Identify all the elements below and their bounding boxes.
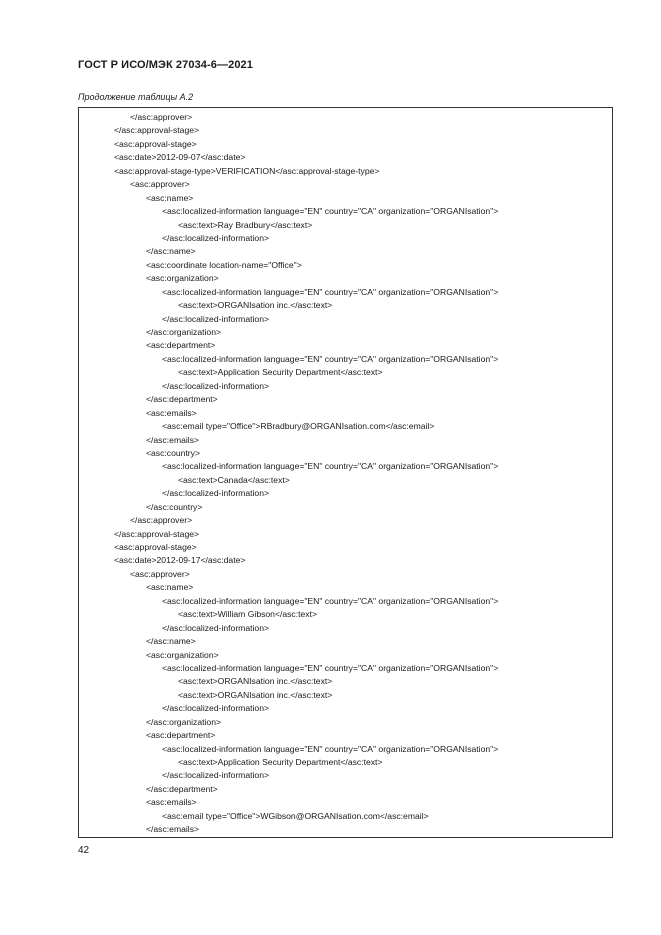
code-line: <asc:text>William Gibson</asc:text> xyxy=(178,609,317,620)
code-line: </asc:localized-information> xyxy=(162,622,269,633)
code-line: </asc:approval-stage> xyxy=(114,125,200,136)
code-line: <asc:text>ORGANIsation inc.</asc:text> xyxy=(178,300,333,311)
code-line: </asc:localized-information> xyxy=(162,770,269,781)
code-line: <asc:text>ORGANIsation inc.</asc:text> xyxy=(178,676,333,687)
code-line: </asc:approval-stage> xyxy=(114,528,200,539)
code-line: <asc:localized-information language="EN" country="CA" organization="ORGANIsation"> xyxy=(162,662,499,673)
code-line: <asc:localized-information language="EN" country="CA" organization="ORGANIsation"> xyxy=(162,461,499,472)
code-line: <asc:approval-stage-type>VERIFICATION</asc:approval-stage-type> xyxy=(114,165,380,176)
code-line: </asc:name> xyxy=(146,246,196,257)
code-line: <asc:emails> xyxy=(146,407,197,418)
code-line: </asc:localized-information> xyxy=(162,488,269,499)
code-line: </asc:department> xyxy=(146,783,218,794)
code-line: </asc:emails> xyxy=(146,824,200,835)
code-line: <asc:department> xyxy=(146,340,216,351)
code-line: </asc:approver> xyxy=(130,112,193,122)
code-line: <asc:department> xyxy=(146,730,216,741)
code-line: </asc:department> xyxy=(146,394,218,405)
code-line: <asc:text>Application Security Department</asc:text> xyxy=(178,367,383,378)
code-line: <asc:date>2012-09-07</asc:date> xyxy=(114,152,246,163)
code-line: <asc:text>Application Security Department</asc:text> xyxy=(178,757,383,767)
code-line: <asc:country> xyxy=(146,447,200,458)
code-line: <asc:localized-information language="EN" country="CA" organization="ORGANIsation"> xyxy=(162,286,499,297)
code-line: </asc:localized-information> xyxy=(162,703,269,714)
code-line: <asc:email type="Office">RBradbury@ORGANIsation.com</asc:email> xyxy=(162,421,435,432)
code-line: </asc:localized-information> xyxy=(162,313,269,324)
code-line: <asc:approver> xyxy=(130,179,190,190)
code-line: <asc:organization> xyxy=(146,273,219,284)
code-line: <asc:email type="Office">WGibson@ORGANIsation.com</asc:email> xyxy=(162,810,429,821)
code-line: </asc:organization> xyxy=(146,327,222,337)
code-line: </asc:country> xyxy=(146,501,203,512)
code-line: </asc:approver> xyxy=(130,515,193,526)
code-line: <asc:text>Ray Bradbury</asc:text> xyxy=(178,219,313,230)
code-line: <asc:name> xyxy=(146,192,194,203)
table-caption: Продолжение таблицы А.2 xyxy=(78,92,194,102)
code-line: <asc:localized-information language="EN" country="CA" organization="ORGANIsation"> xyxy=(162,743,499,754)
code-listing xyxy=(79,111,498,837)
code-line: <asc:approval-stage> xyxy=(114,542,197,552)
code-line: <asc:approver> xyxy=(130,568,190,579)
code-line: </asc:organization> xyxy=(146,716,222,727)
code-line: <asc:approval-stage> xyxy=(114,138,197,149)
code-table xyxy=(78,107,613,838)
document-header: ГОСТ Р ИСО/МЭК 27034-6—2021 xyxy=(78,59,253,71)
code-line: <asc:organization> xyxy=(146,649,219,660)
code-line: <asc:coordinate location-name="Office"> xyxy=(146,259,302,270)
page-number: 42 xyxy=(78,845,90,856)
code-line: <asc:emails> xyxy=(146,797,197,808)
code-line: <asc:name> xyxy=(146,582,194,593)
code-line: </asc:emails> xyxy=(146,434,200,445)
code-line: <asc:date>2012-09-17</asc:date> xyxy=(114,555,246,566)
code-line: </asc:name> xyxy=(146,636,196,647)
code-line: <asc:localized-information language="EN" country="CA" organization="ORGANIsation"> xyxy=(162,353,499,364)
code-line: <asc:localized-information language="EN" country="CA" organization="ORGANIsation"> xyxy=(162,595,499,606)
code-line: </asc:localized-information> xyxy=(162,232,269,243)
code-line: </asc:localized-information> xyxy=(162,380,269,391)
code-line: <asc:text>ORGANIsation inc.</asc:text> xyxy=(178,689,333,700)
code-line: <asc:text>Canada</asc:text> xyxy=(178,474,290,485)
code-line: <asc:localized-information language="EN" country="CA" organization="ORGANIsation"> xyxy=(162,206,499,217)
